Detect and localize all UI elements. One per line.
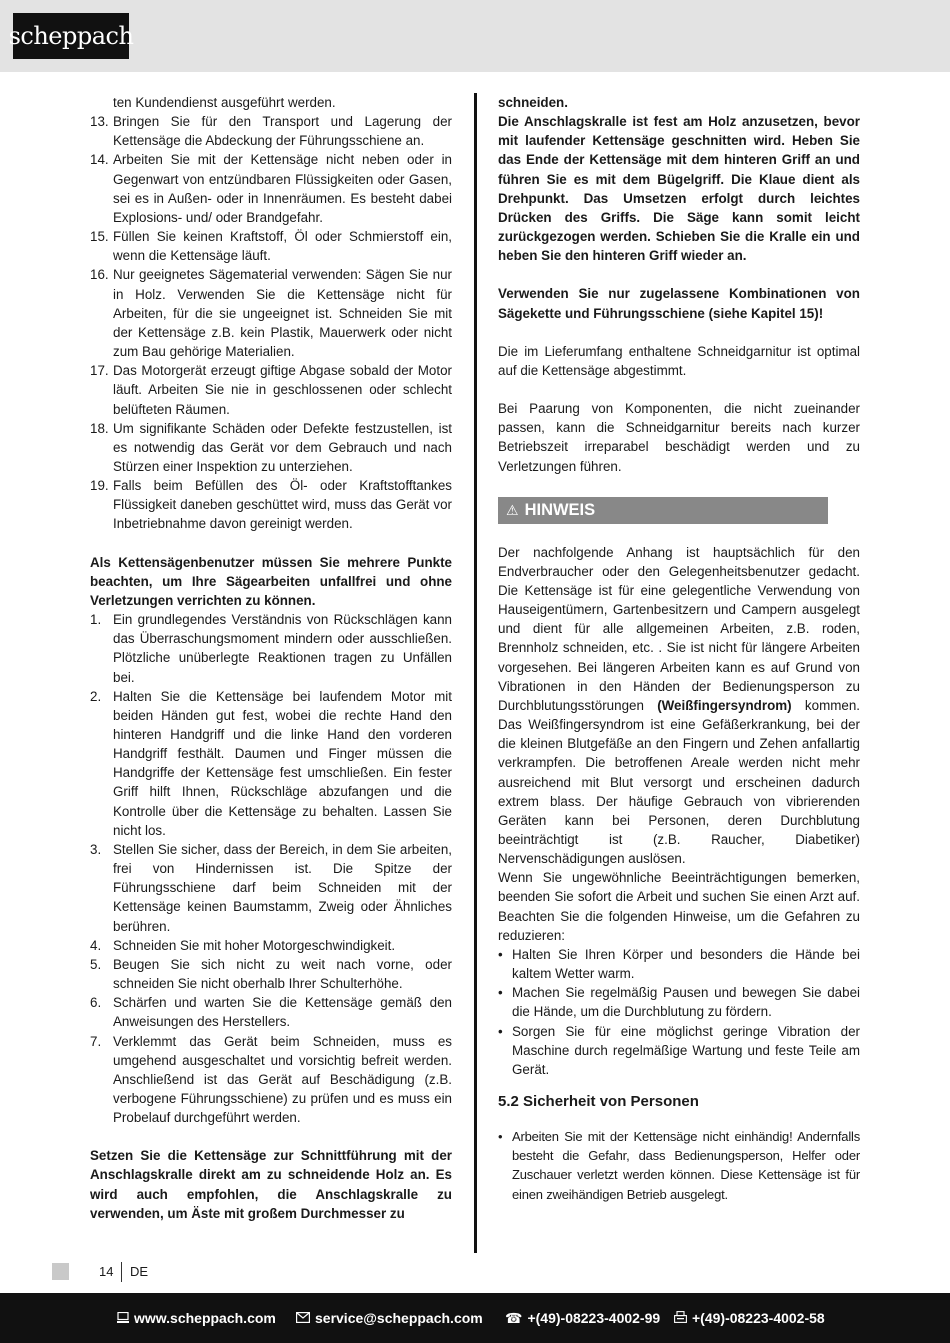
column-divider — [474, 93, 477, 1253]
paragraph: Bei Paarung von Komponenten, die nicht zueinander passen, kann die Schneidgarnitur bereits nach kurzer Betriebszeit irreparabel beschädigt werden und zu Verletzungen führen. — [498, 401, 860, 474]
paragraph: Die im Lieferumfang enthaltene Schneidgarnitur ist optimal auf die Kettensäge abgestimmt. — [498, 343, 860, 378]
bold-heading-paragraph: Als Kettensägenbenutzer müssen Sie mehrere Punkte beachten, um Ihre Sägearbeiten unfallfrei und ohne Verletzungen verrichten zu können. — [90, 554, 452, 608]
footer-phone[interactable]: ☎ +(49)-08223-4002-99 — [505, 1310, 661, 1326]
list-item: 17. Das Motorgerät erzeugt giftige Abgase sobald der Motor läuft. Arbeiten Sie nie in geschlossenen oder schlecht belüfteten Räumen. — [90, 363, 452, 417]
bold-paragraph: Die Anschlagskralle ist fest am Holz anzusetzen, bevor mit laufender Kettensäge geschnitten wird. Heben Sie das Ende der Kettensäge mit dem hinteren Griff an und führen Sie es mit dem Bügelgriff. Die Klaue dient als Drehpunkt. Das Umsetzen erfolgt durch leichtes Drücken des Griffs. Die Säge kann somit leicht zurückgezogen werden. Schieben Sie die Kralle ein und heben Sie den hinteren Griff wieder an. — [498, 114, 860, 264]
bullet-list — [498, 1127, 860, 1204]
numbered-list — [90, 610, 452, 1127]
bullet-list — [498, 945, 860, 1079]
page-number: 14 — [99, 1264, 114, 1279]
list-continued — [90, 93, 452, 534]
hinweis-label: HINWEIS — [524, 500, 596, 519]
list-item: 1. Ein grundlegendes Verständnis von Rückschlägen kann das Überraschungsmoment mindern oder ausschließen. Plötzliche unüberlegte Reaktionen tragen zu Unfällen bei. — [90, 612, 452, 685]
footer-website[interactable]: www.scheppach.com — [117, 1309, 276, 1327]
section-title: 5.2 Sicherheit von Personen — [498, 1093, 699, 1111]
list-item: 19. Falls beim Befüllen des Öl- oder Kraftstofftankes Flüssigkeit daneben geschüttet wird, muss das Gerät vor Inbetriebnahme davon gereinigt werden. — [90, 478, 452, 532]
page-marker — [52, 1263, 69, 1280]
contact-footer — [0, 1293, 950, 1343]
list-item: 15. Füllen Sie keinen Kraftstoff, Öl oder Schmierstoff ein, wenn die Kettensäge läuft. — [90, 229, 452, 264]
list-item: 6. Schärfen und warten Sie die Kettensäge gemäß den Anweisungen des Herstellers. — [90, 995, 452, 1030]
header-band — [0, 0, 950, 72]
left-column — [90, 93, 452, 1223]
right-column — [498, 93, 860, 1204]
list-item: 14. Arbeiten Sie mit der Kettensäge nicht neben oder in Gegenwart von entzündbaren Flüssigkeiten oder Gasen, sei es in Außen- oder in Innenräumen. Es besteht dabei Explosions- und/ oder Brandgefahr. — [90, 152, 452, 225]
list-item: 5. Beugen Sie sich nicht zu weit nach vorne, oder schneiden Sie nicht oberhalb Ihrer Schulterhöhe. — [90, 956, 452, 992]
list-item: • Halten Sie Ihren Körper und besonders die Hände bei kaltem Wetter warm. — [498, 946, 860, 982]
mail-icon — [296, 1309, 310, 1327]
warning-icon: ⚠ — [506, 501, 519, 518]
scheppach-logo: scheppach — [13, 13, 129, 59]
paragraph: Der nachfolgende Anhang ist hauptsächlich für den Endverbraucher oder den Gelegenheitsbenutzer gedacht. Die Kettensäge ist für eine gelegentliche Verwendung von Hauseigentümern, Gartenbesitzern und Campern ausgelegt und dient für alle allgemeinen Arbeiten, z.B. roden, Brennholz schneiden, etc. . Sie ist nicht für längere Arbeiten vorgesehen. Bei längeren Arbeiten kann es auf Grund von Vibrationen in den Händen der Bedienungsperson zu Durchblutungsstörungen (Weißfingersyndrom) kommen. Das Weißfingersyndrom ist eine Gefäßerkrankung, bei der die kleinen Blutgefäße an den Fingern und Zehen anfallartig verkrampfen. Die betroffenen Areale werden nicht mehr ausreichend mit Blut versorgt und erscheinen dadurch extrem blass. Der häufige Gebrauch von vibrierenden Geräten kann bei Personen, deren Durchblutung beeinträchtigt ist (z.B. Raucher, Diabetiker) Nervenschädigungen auslösen. — [498, 544, 860, 867]
list-item: 3. Stellen Sie sicher, dass der Bereich, in dem Sie arbeiten, frei von Hindernissen ist. Die Spitze der Führungsschiene darf beim Schneiden mit der Kettensäge keinen Baumstamm, Zweig oder Ähnliches berühren. — [90, 841, 452, 934]
page-separator — [121, 1262, 122, 1282]
bold-paragraph: Setzen Sie die Kettensäge zur Schnittführung mit der Anschlagskralle direkt am zu schneidende Holz an. Es wird auch empfohlen, die Anschlagskralle zu verwenden, um Äste mit großem Durchmesser zu — [90, 1148, 452, 1221]
list-item: 7. Verklemmt das Gerät beim Schneiden, muss es umgehend ausgeschaltet und vorsichtig befreit werden. Anschließend ist das Gerät auf Beschädigung (z.B. verbogene Führungsschiene) zu prüfen und es muss ein Probelauf durchgeführt werden. — [90, 1033, 452, 1126]
fax-icon — [674, 1309, 687, 1327]
footer-email[interactable]: service@scheppach.com — [296, 1309, 483, 1327]
list-item: 16. Nur geeignetes Sägematerial verwenden: Sägen Sie nur in Holz. Verwenden Sie die Kettensäge nicht für Arbeiten, für die sie ungeeignet ist. Schneiden Sie mit der Kettensäge z.B. kein Plastik, Mauerwerk oder nicht zum Bau gehörige Materialien. — [90, 267, 452, 360]
hinweis-banner — [498, 497, 828, 524]
continued-text: schneiden. — [498, 95, 568, 110]
computer-icon — [117, 1309, 129, 1327]
bold-paragraph: Verwenden Sie nur zugelassene Kombinationen von Sägekette und Führungsschiene (siehe Kapitel 15)! — [498, 286, 860, 321]
paragraph: Wenn Sie ungewöhnliche Beeinträchtigungen bemerken, beenden Sie sofort die Arbeit und suchen Sie einen Arzt auf. Beachten Sie die folgenden Hinweise, um die Gefahren zu reduzieren: — [498, 870, 860, 943]
phone-icon: ☎ — [505, 1310, 523, 1326]
list-item: • Arbeiten Sie mit der Kettensäge nicht einhändig! Andernfalls besteht die Gefahr, dass Bedienungsperson, Helfer oder Zuschauer verletzt werden können. Diese Kettensäge ist für einen zweihändigen Betrieb ausgelegt. — [498, 1129, 860, 1202]
list-item: 18. Um signifikante Schäden oder Defekte festzustellen, ist es notwendig das Gerät vor dem Gebrauch und nach Stürzen einer Inspektion zu unterziehen. — [90, 420, 452, 474]
page-language: DE — [130, 1264, 149, 1279]
list-item: • Sorgen Sie für eine möglichst geringe Vibration der Maschine durch regelmäßige Wartung und feste Teile am Gerät. — [498, 1023, 860, 1077]
list-item: 2. Halten Sie die Kettensäge bei laufendem Motor mit beiden Händen gut fest, wobei die rechte Hand den hinteren Handgriff und die linke Hand den vorderen Handgriff festhält. Daumen und Finger müssen die Handgriffe der Kettensäge fest umschließen. Ein fester Griff hilft Ihnen, Rückschläge abzufangen und die Kontrolle über die Kettensäge zu behalten. Lassen Sie nicht los. — [90, 688, 452, 838]
list-item: • Machen Sie regelmäßig Pausen und bewegen Sie dabei die Hände, um die Durchblutung zu fördern. — [498, 985, 860, 1020]
footer-fax[interactable]: +(49)-08223-4002-58 — [674, 1309, 825, 1327]
list-item: ten Kundendienst ausgeführt werden. — [113, 95, 336, 110]
list-item: 4. Schneiden Sie mit hoher Motorgeschwindigkeit. — [90, 937, 396, 953]
list-item: 13. Bringen Sie für den Transport und Lagerung der Kettensäge die Abdeckung der Führungsschiene an. — [90, 114, 452, 149]
